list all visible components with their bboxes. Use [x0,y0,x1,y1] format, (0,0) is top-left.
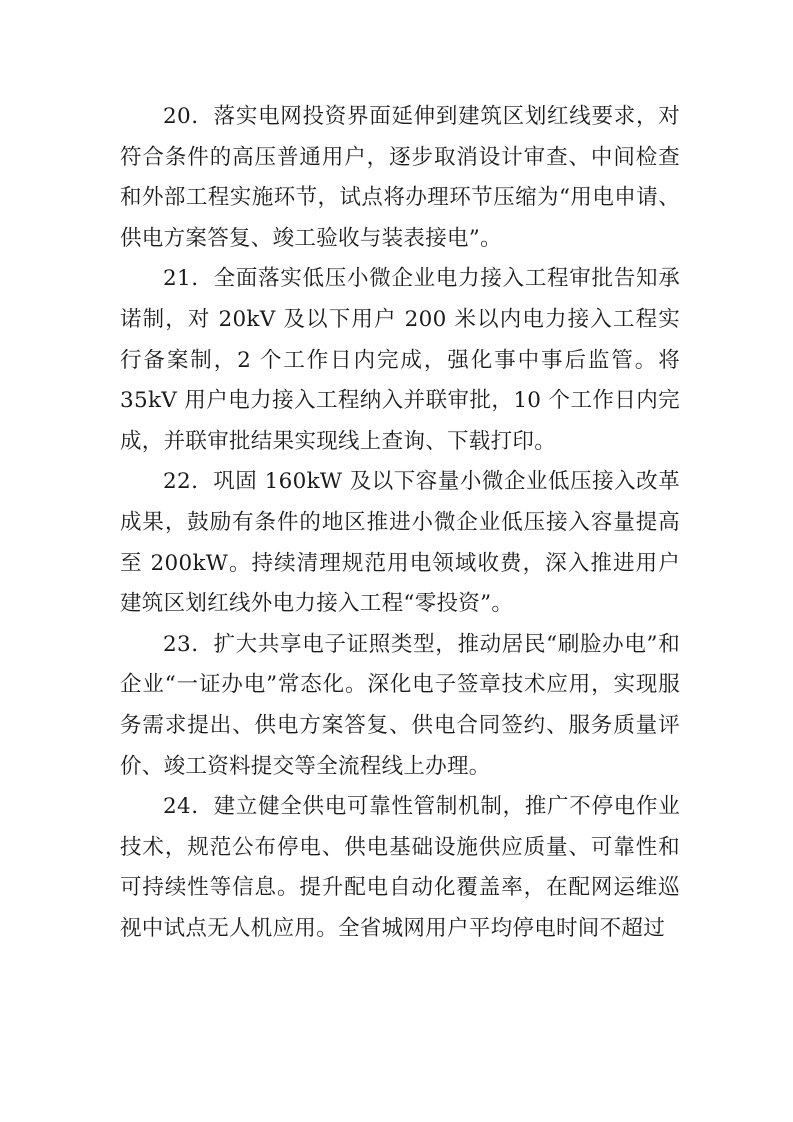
paragraph-22: 22．巩固 160kW 及以下容量小微企业低压接入改革成果，鼓励有条件的地区推进小微企业低压接入容量提高至 200kW。持续清理规范用电领域收费，深入推进用户建筑区划红线外电力接入工程“零投资”。 [120,469,680,617]
paragraph-21: 21．全面落实低压小微企业电力接入工程审批告知承诺制，对 20kV 及以下用户 200 米以内电力接入工程实行备案制，2 个工作日内完成，强化事中事后监管。将 35kV 用户电力接入工程纳入并联审批，10 个工作日内完成，并联审批结果实现线上查询、下载打印。 [120,266,680,454]
paragraph-20: 20．落实电网投资界面延伸到建筑区划红线要求，对符合条件的高压普通用户，逐步取消设计审查、中间检查和外部工程实施环节，试点将办理环节压缩为“用电申请、供电方案答复、竣工验收与装表接电”。 [120,104,680,251]
document-body [120,97,680,949]
paragraph-24: 24．建立健全供电可靠性管制机制，推广不停电作业技术，规范公布停电、供电基础设施供应质量、可靠性和可持续性等信息。提升配电自动化覆盖率，在配网运维巡视中试点无人机应用。全省城网用户平均停电时间不超过 [120,794,680,941]
paragraph-23: 23．扩大共享电子证照类型，推动居民“刷脸办电”和企业“一证办电”常态化。深化电子签章技术应用，实现服务需求提出、供电方案答复、供电合同签约、服务质量评价、竣工资料提交等全流程线上办理。 [120,631,680,779]
